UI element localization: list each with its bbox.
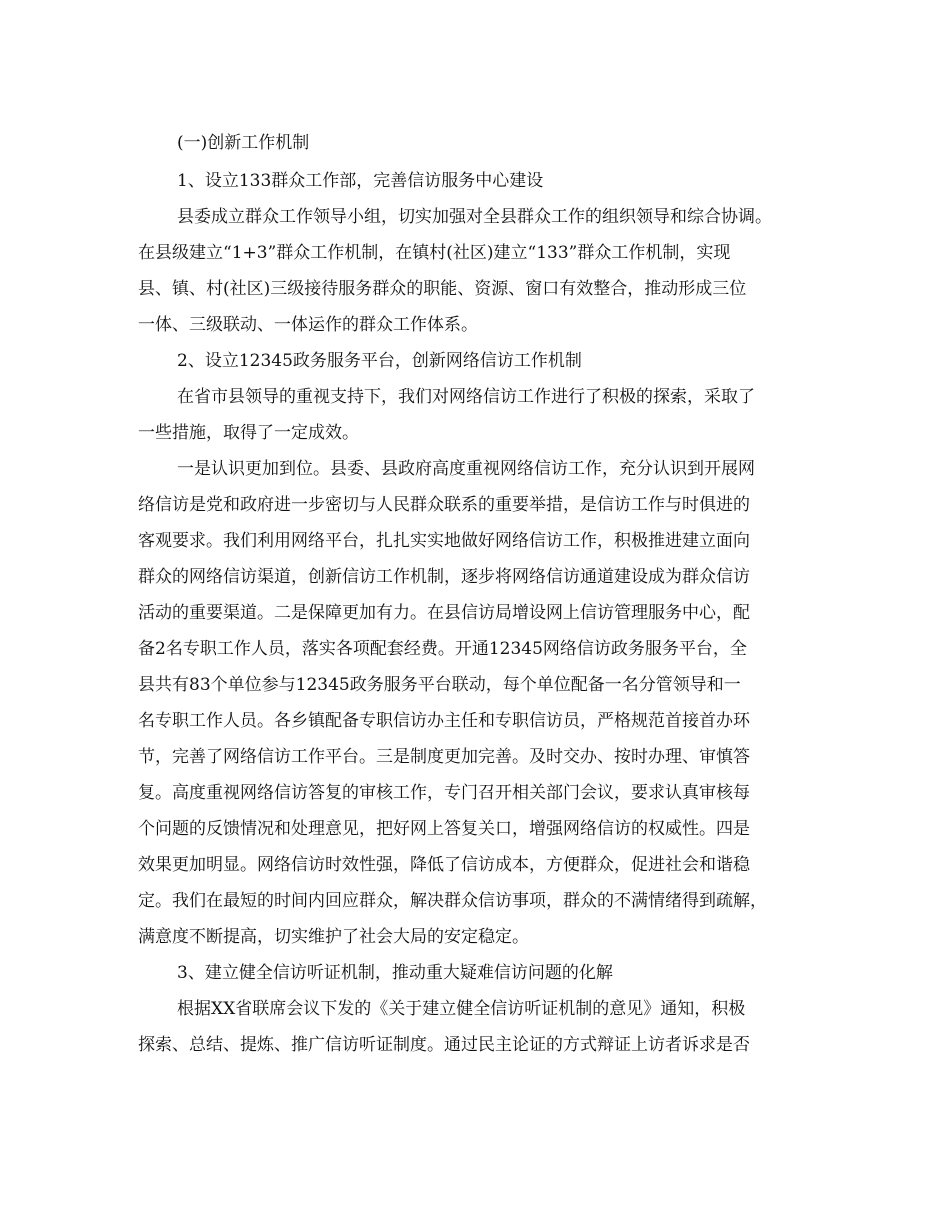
subsection-heading: 1、设立133群众工作部，完善信访服务中心建设 bbox=[177, 171, 544, 191]
paragraph-line: 效果更加明显。网络信访时效性强，降低了信访成本，方便群众，促进社会和谐稳 bbox=[138, 855, 750, 875]
paragraph-line: 活动的重要渠道。二是保障更加有力。在县信访局增设网上信访管理服务中心，配 bbox=[138, 603, 750, 623]
paragraph-line: 一些措施，取得了一定成效。 bbox=[138, 423, 359, 443]
paragraph-line: 复。高度重视网络信访答复的审核工作，专门召开相关部门会议，要求认真审核每 bbox=[138, 783, 750, 803]
paragraph-line: 节，完善了网络信访工作平台。三是制度更加完善。及时交办、按时办理、审慎答 bbox=[138, 747, 750, 767]
paragraph-line: 探索、总结、提炼、推广信访听证制度。通过民主论证的方式辩证上访者诉求是否 bbox=[138, 1035, 750, 1055]
paragraph-line: 一体、三级联动、一体运作的群众工作体系。 bbox=[138, 315, 478, 335]
paragraph-line: 在县级建立“1+3”群众工作机制，在镇村(社区)建立“133”群众工作机制，实现 bbox=[138, 243, 731, 263]
paragraph-line: 群众的网络信访渠道，创新信访工作机制，逐步将网络信访通道建设成为群众信访 bbox=[138, 567, 750, 587]
section-heading: (一)创新工作机制 bbox=[177, 133, 310, 153]
paragraph-line: 满意度不断提高，切实维护了社会大局的安定稳定。 bbox=[138, 927, 529, 947]
paragraph-line: 备2名专职工作人员，落实各项配套经费。开通12345网络信访政务服务平台，全 bbox=[138, 639, 747, 659]
paragraph-line: 络信访是党和政府进一步密切与人民群众联系的重要举措，是信访工作与时俱进的 bbox=[138, 495, 750, 515]
paragraph-line: 县委成立群众工作领导小组，切实加强对全县群众工作的组织领导和综合协调。 bbox=[177, 207, 772, 227]
paragraph-line: 定。我们在最短的时间内回应群众，解决群众信访事项，群众的不满情绪得到疏解， bbox=[138, 891, 767, 911]
subsection-heading: 2、设立12345政务服务平台，创新网络信访工作机制 bbox=[177, 351, 582, 371]
paragraph-line: 客观要求。我们利用网络平台，扎扎实实地做好网络信访工作，积极推进建立面向 bbox=[138, 531, 750, 551]
paragraph-line: 县共有83个单位参与12345政务服务平台联动，每个单位配备一名分管领导和一 bbox=[138, 675, 741, 695]
paragraph-line: 个问题的反馈情况和处理意见，把好网上答复关口，增强网络信访的权威性。四是 bbox=[138, 819, 750, 839]
paragraph-line: 根据XX省联席会议下发的《关于建立健全信访听证机制的意见》通知，积极 bbox=[177, 999, 746, 1019]
subsection-heading: 3、建立健全信访听证机制，推动重大疑难信访问题的化解 bbox=[177, 963, 613, 983]
paragraph-line: 一是认识更加到位。县委、县政府高度重视网络信访工作，充分认识到开展网 bbox=[177, 459, 755, 479]
paragraph-line: 在省市县领导的重视支持下，我们对网络信访工作进行了积极的探索，采取了 bbox=[177, 387, 755, 407]
paragraph-line: 县、镇、村(社区)三级接待服务群众的职能、资源、窗口有效整合，推动形成三位 bbox=[138, 279, 747, 299]
paragraph-line: 名专职工作人员。各乡镇配备专职信访办主任和专职信访员，严格规范首接首办环 bbox=[138, 711, 750, 731]
